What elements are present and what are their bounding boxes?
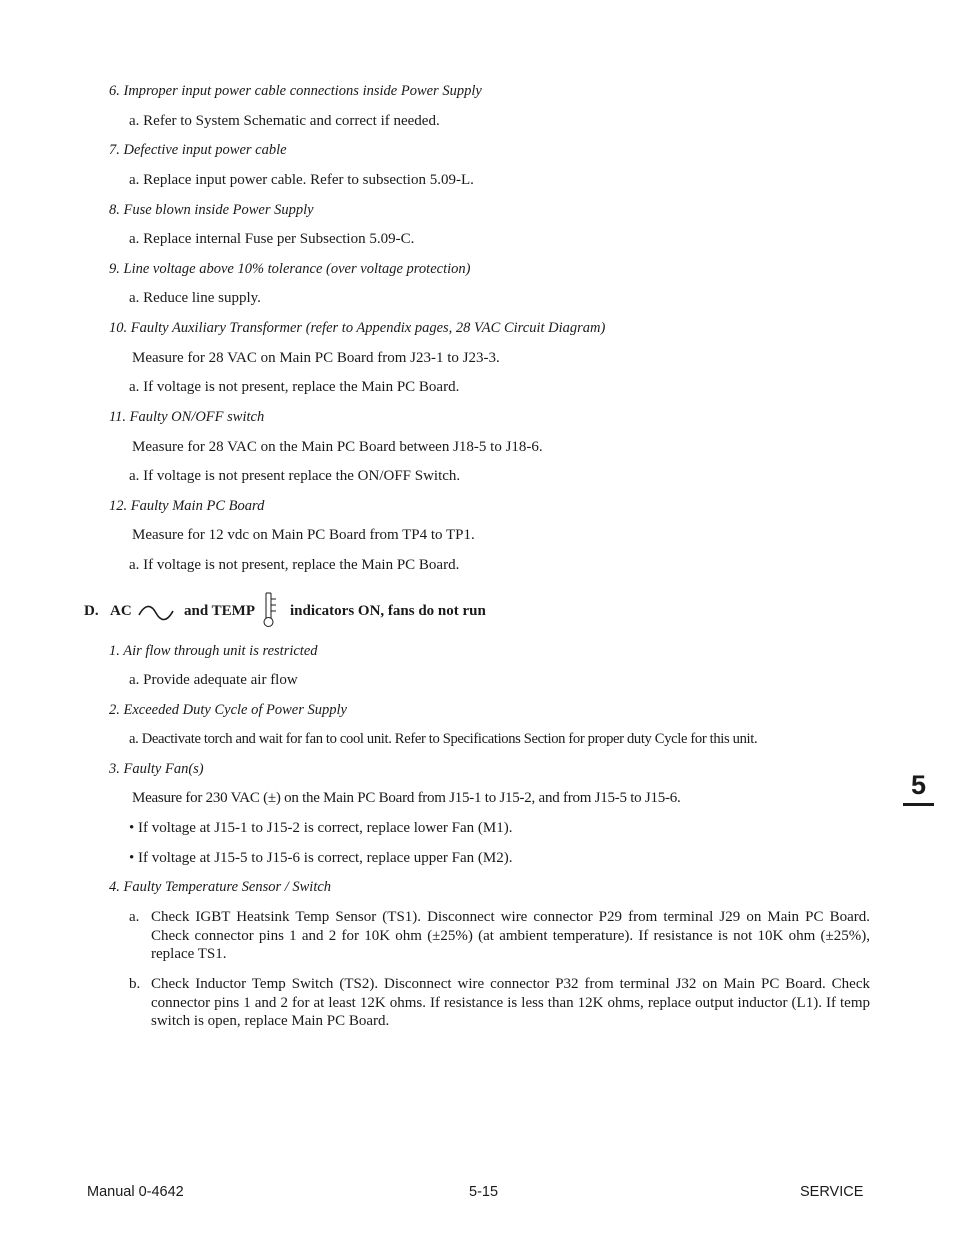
item-6-heading: 6. Improper input power cable connections inside Power Supply: [109, 83, 482, 99]
item-11a: a. If voltage is not present replace the ON/OFF Switch.: [129, 468, 461, 484]
item-6a: a. Refer to System Schematic and correct if needed.: [129, 113, 440, 129]
item-7-heading: 7. Defective input power cable: [109, 142, 287, 158]
item-12-measure: Measure for 12 vdc on Main PC Board from TP4 to TP1.: [132, 527, 475, 543]
d-item-1-heading: 1. Air flow through unit is restricted: [109, 643, 318, 659]
footer-manual-number: Manual 0-4642: [87, 1184, 184, 1200]
footer-page-number: 5-15: [469, 1184, 499, 1200]
item-10a: a. If voltage is not present, replace the Main PC Board.: [129, 379, 460, 395]
section-tab-underline: [903, 803, 934, 806]
d-item-3-measure: Measure for 230 VAC (±) on the Main PC Board from J15-1 to J15-2, and from J15-5 to J15-6.: [132, 790, 681, 806]
d-item-3-bullet-1: • If voltage at J15-1 to J15-2 is correct, replace lower Fan (M1).: [129, 820, 513, 836]
d-item-4a-text: Check IGBT Heatsink Temp Sensor (TS1). Disconnect wire connector P29 from terminal J29 on Main PC Board. Check connector pins 1 and 2 for 10K ohm (±25%) (at ambient temperature). If resistance is not 10K ohm (±25%), replace TS1.: [151, 909, 870, 962]
item-9a: a. Reduce line supply.: [129, 290, 261, 306]
item-7a: a. Replace input power cable. Refer to subsection 5.09-L.: [129, 172, 474, 188]
item-11-heading: 11. Faulty ON/OFF switch: [109, 409, 265, 425]
item-9-heading: 9. Line voltage above 10% tolerance (over voltage protection): [109, 261, 471, 277]
d-item-2a: a. Deactivate torch and wait for fan to cool unit. Refer to Specifications Section for proper duty Cycle for this unit.: [129, 731, 758, 747]
d-item-3-bullet-2: • If voltage at J15-5 to J15-6 is correct, replace upper Fan (M2).: [129, 850, 513, 866]
section-d-description: indicators ON, fans do not run: [290, 603, 486, 619]
item-8-heading: 8. Fuse blown inside Power Supply: [109, 202, 314, 218]
thermometer-icon: [260, 590, 280, 630]
item-10-heading: 10. Faulty Auxiliary Transformer (refer to Appendix pages, 28 VAC Circuit Diagram): [109, 320, 606, 336]
section-tab-number: 5: [910, 770, 927, 800]
item-10-measure: Measure for 28 VAC on Main PC Board from J23-1 to J23-3.: [132, 350, 500, 366]
ac-sine-icon: [137, 604, 175, 622]
section-d-temp-label: and TEMP: [184, 603, 255, 619]
item-12-heading: 12. Faulty Main PC Board: [109, 498, 265, 514]
d-item-2-heading: 2. Exceeded Duty Cycle of Power Supply: [109, 702, 347, 718]
section-d-letter: D.: [84, 603, 99, 619]
item-11-measure: Measure for 28 VAC on the Main PC Board between J18-5 to J18-6.: [132, 439, 543, 455]
d-item-4-heading: 4. Faulty Temperature Sensor / Switch: [109, 879, 332, 895]
d-item-4b-label: b.: [129, 976, 141, 992]
item-12a: a. If voltage is not present, replace the Main PC Board.: [129, 557, 460, 573]
item-8a: a. Replace internal Fuse per Subsection 5.09-C.: [129, 231, 415, 247]
d-item-4b-text: Check Inductor Temp Switch (TS2). Disconnect wire connector P32 from terminal J32 on Main PC Board. Check connector pins 1 and 2 for at least 12K ohms. If resistance is less than 12K ohms, replace output inductor (L1). If temp switch is open, replace Main PC Board.: [151, 976, 870, 1029]
d-item-1a: a. Provide adequate air flow: [129, 672, 298, 688]
footer-section-name: SERVICE: [800, 1184, 864, 1200]
section-d-ac-label: AC: [110, 603, 132, 619]
d-item-4a-label: a.: [129, 909, 140, 925]
d-item-3-heading: 3. Faulty Fan(s): [109, 761, 204, 777]
